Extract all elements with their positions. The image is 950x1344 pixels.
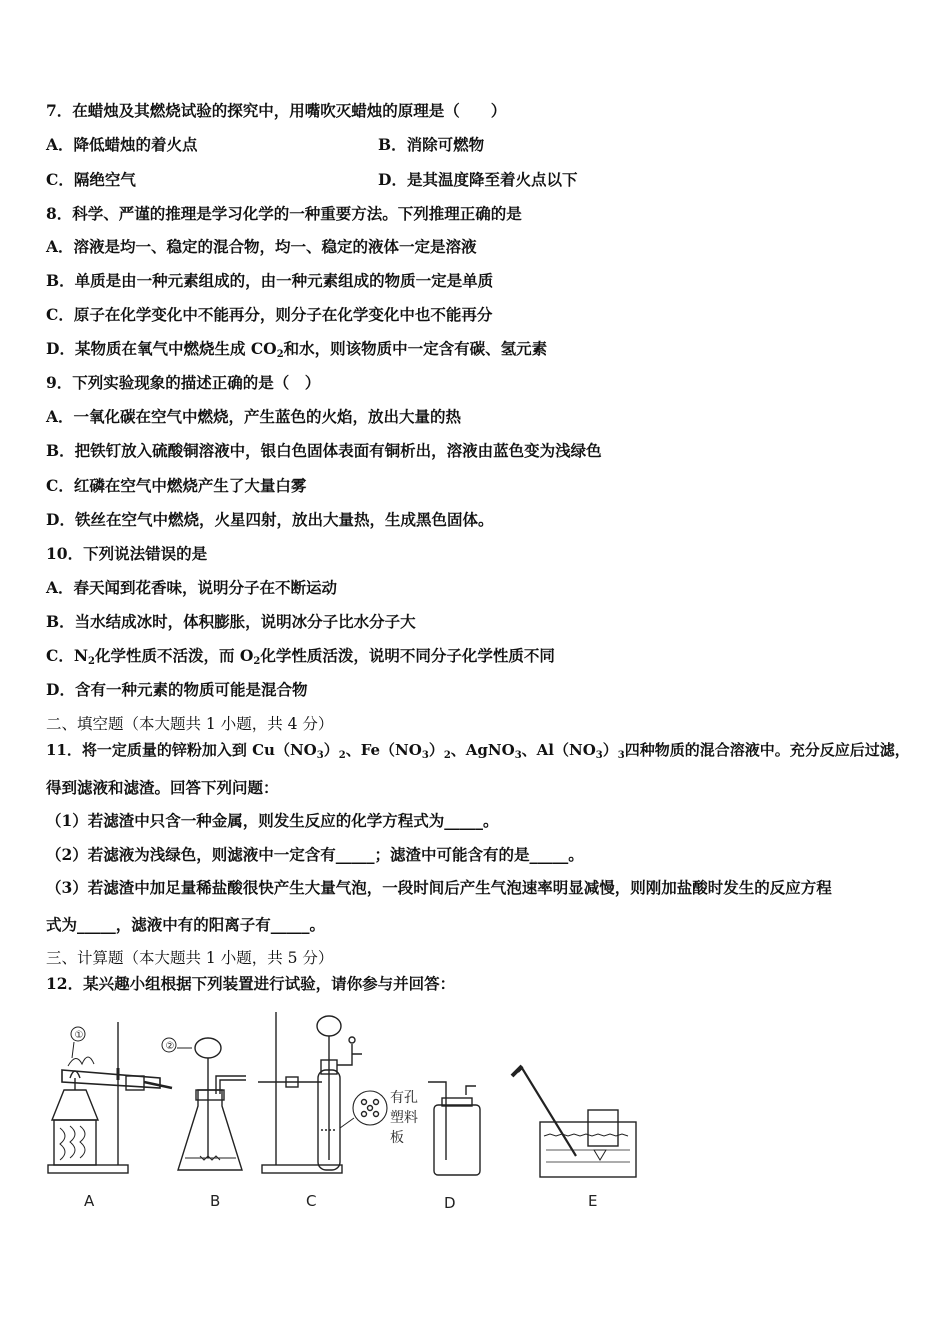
q7-option-b: B．消除可燃物 (378, 135, 485, 154)
q8-stem: 8．科学、严谨的推理是学习化学的一种重要方法。下列推理正确的是 (46, 204, 522, 223)
section-2-heading: 二、填空题（本大题共 1 小题，共 4 分） (46, 715, 334, 733)
q11-stem-continued: 得到滤液和滤渣。回答下列问题： (46, 778, 279, 797)
q8-option-c: C．原子在化学变化中不能再分，则分子在化学变化中也不能再分 (46, 305, 493, 324)
plate-label-line-3: 板 (390, 1130, 404, 1146)
plate-label-line-1: 有孔 (390, 1090, 418, 1106)
mark-1: ① (74, 1030, 84, 1041)
q11-stem: 11．将一定质量的锌粉加入到 $Cu(NO_3)_2$、$Fe(NO_3)_2$、AgNO$_3$、$Al(NO_3)_3$四种物质的混合溶液中。充分反应后过滤， (46, 741, 910, 761)
q10-stem: 10．下列说法错误的是 (46, 544, 208, 563)
q9-stem: 9．下列实验现象的描述正确的是（ ） (46, 373, 321, 392)
apparatus-c (258, 1012, 418, 1210)
q10-option-b: B．当水结成冰时，体积膨胀，说明冰分子比水分子大 (46, 612, 416, 631)
q12-stem: 12．某兴趣小组根据下列装置进行试验，请你参与并回答： (46, 974, 456, 993)
q7-option-d: D．是其温度降至着火点以下 (378, 170, 578, 189)
q10-option-c: C．$N_2$化学性质不活泼，而 $O_2$化学性质活泼，说明不同分子化学性质不同 (46, 646, 555, 667)
label-d: D (444, 1194, 456, 1212)
q11-part-1: （1）若滤渣中只含一种金属，则发生反应的化学方程式为_____。 (46, 811, 499, 830)
q8-option-d: D．某物质在氧气中燃烧生成 $CO_2$和水，则该物质中一定含有碳、氢元素 (46, 339, 548, 360)
apparatus-drawing (40, 1010, 660, 1220)
section-3-heading: 三、计算题（本大题共 1 小题，共 5 分） (46, 949, 334, 967)
apparatus-e (512, 1066, 636, 1210)
q9-option-b: B．把铁钉放入硫酸铜溶液中，银白色固体表面有铜析出，溶液由蓝色变为浅绿色 (46, 441, 602, 460)
label-b: B (210, 1192, 221, 1210)
apparatus-a (48, 1022, 172, 1210)
q9-option-d: D．铁丝在空气中燃烧，火星四射，放出大量热，生成黑色固体。 (46, 510, 494, 529)
q11-part-3: （3）若滤渣中加足量稀盐酸很快产生大量气泡，一段时间后产生气泡速率明显减慢，则刚加盐酸时发生的反应方程 (46, 878, 832, 897)
q8-option-a: A．溶液是均一、稳定的混合物，均一、稳定的液体一定是溶液 (46, 237, 477, 256)
label-a: A (84, 1192, 95, 1210)
apparatus-figure (40, 1010, 660, 1220)
q8-option-b: B．单质是由一种元素组成的，由一种元素组成的物质一定是单质 (46, 271, 494, 290)
plate-label-line-2: 塑料 (390, 1110, 418, 1126)
q9-option-a: A．一氧化碳在空气中燃烧，产生蓝色的火焰，放出大量的热 (46, 407, 462, 426)
label-e: E (588, 1192, 598, 1210)
q9-option-c: C．红磷在空气中燃烧产生了大量白雾 (46, 476, 307, 495)
apparatus-b (162, 1038, 246, 1210)
label-c: C (306, 1192, 317, 1210)
apparatus-d (428, 1082, 480, 1212)
q7-stem: 7．在蜡烛及其燃烧试验的探究中，用嘴吹灭蜡烛的原理是（ ） (46, 101, 507, 120)
q7-option-a: A．降低蜡烛的着火点 (46, 135, 198, 154)
q10-option-a: A．春天闻到花香味，说明分子在不断运动 (46, 578, 338, 597)
q7-option-c: C．隔绝空气 (46, 170, 136, 189)
q11-part-3-continued: 式为_____，滤液中有的阳离子有_____。 (46, 915, 326, 934)
mark-2: ② (165, 1041, 175, 1052)
q11-part-2: （2）若滤液为浅绿色，则滤液中一定含有_____；滤渣中可能含有的是_____。 (46, 845, 584, 864)
q10-option-d: D．含有一种元素的物质可能是混合物 (46, 680, 308, 699)
